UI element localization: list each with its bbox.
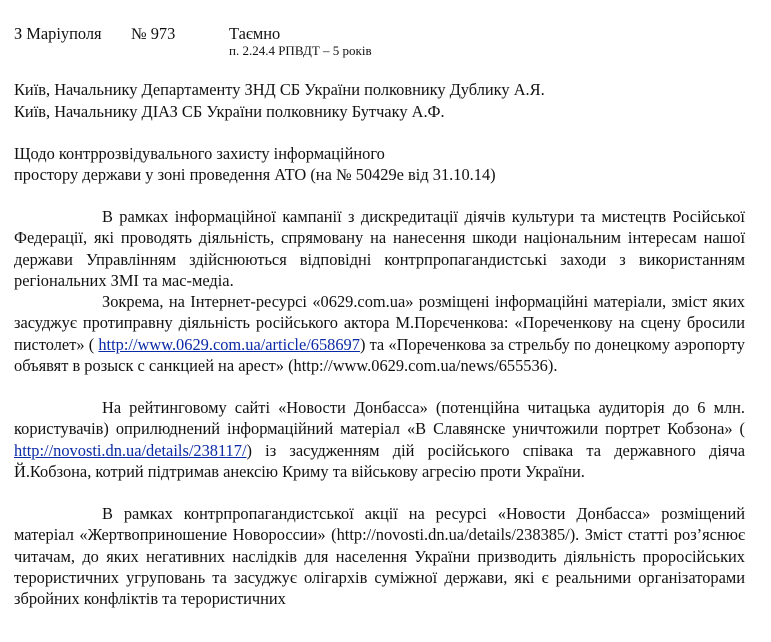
retention-note: п. 2.24.4 РПВДТ – 5 років bbox=[229, 43, 372, 58]
body-paragraph: На рейтинговому сайті «Новости Донбасса» (потенційна читацька аудиторія до 6 млн. користувачів) оприлюднений інформаційний матеріал «В Славянске уничтожили портрет Кобзона» ( http://novosti.dn.ua/details/238117/) із засудженням дій російського співака та державного діяча Й.Кобзона, котрий підтримав анексію Криму та військову агресію проти України. bbox=[14, 398, 745, 481]
subject-line: Щодо контррозвідувального захисту інформаційного bbox=[14, 144, 385, 163]
recipient-line: Київ, Начальнику ДІАЗ СБ України полковнику Бутчаку А.Ф. bbox=[14, 102, 445, 121]
recipient-line: Київ, Начальнику Департаменту ЗНД СБ України полковнику Дублику А.Я. bbox=[14, 80, 545, 99]
article-link[interactable]: http://novosti.dn.ua/details/238117/ bbox=[14, 440, 247, 460]
document-number: № 973 bbox=[131, 24, 176, 43]
subject-line: простору держави у зоні проведення АТО (на № 50429е від 31.10.14) bbox=[14, 165, 496, 184]
body-paragraph: В рамках контрпропагандистської акції на ресурсі «Новости Донбасса» розміщений матеріал «Жертвоприношение Новороссии» (http://novosti.dn.ua/details/238385/). Зміст статті роз’яснює читачам, до яких негативних наслідків для населення України призводить діяльність проросійських терористичних угруповань та засуджує олігархів суміжної держави, які є реальними організаторами збройних конфліктів та терористичних bbox=[14, 504, 745, 609]
classification-label: Таємно bbox=[229, 24, 281, 43]
article-link[interactable]: http://www.0629.com.ua/article/658697 bbox=[98, 334, 360, 354]
body-paragraph: Зокрема, на Інтернет-ресурсі «0629.com.ua» розміщені інформаційні матеріали, зміст яких засуджує протиправну діяльність російського актора М.Порєченкова: «Пореченкову на сцену бросили пистолет» ( http://www.0629.com.ua/article/658697) та «Пореченкова за стрельбу по донецкому аэропорту объявят в розыск с санкцией на арест» (http://www.0629.com.ua/news/655536). bbox=[14, 292, 745, 375]
origin-city: З Маріуполя bbox=[14, 24, 102, 43]
body-paragraph: В рамках інформаційної кампанії з дискредитації діячів культури та мистецтв Російської Федерації, які проводять діяльність, спрямовану на нанесення шкоди національним інтересам нашої держави Управлінням здійснюються відповідні контрпропагандистські заходи з використанням регіональних ЗМІ та мас-медіа. bbox=[14, 207, 745, 290]
